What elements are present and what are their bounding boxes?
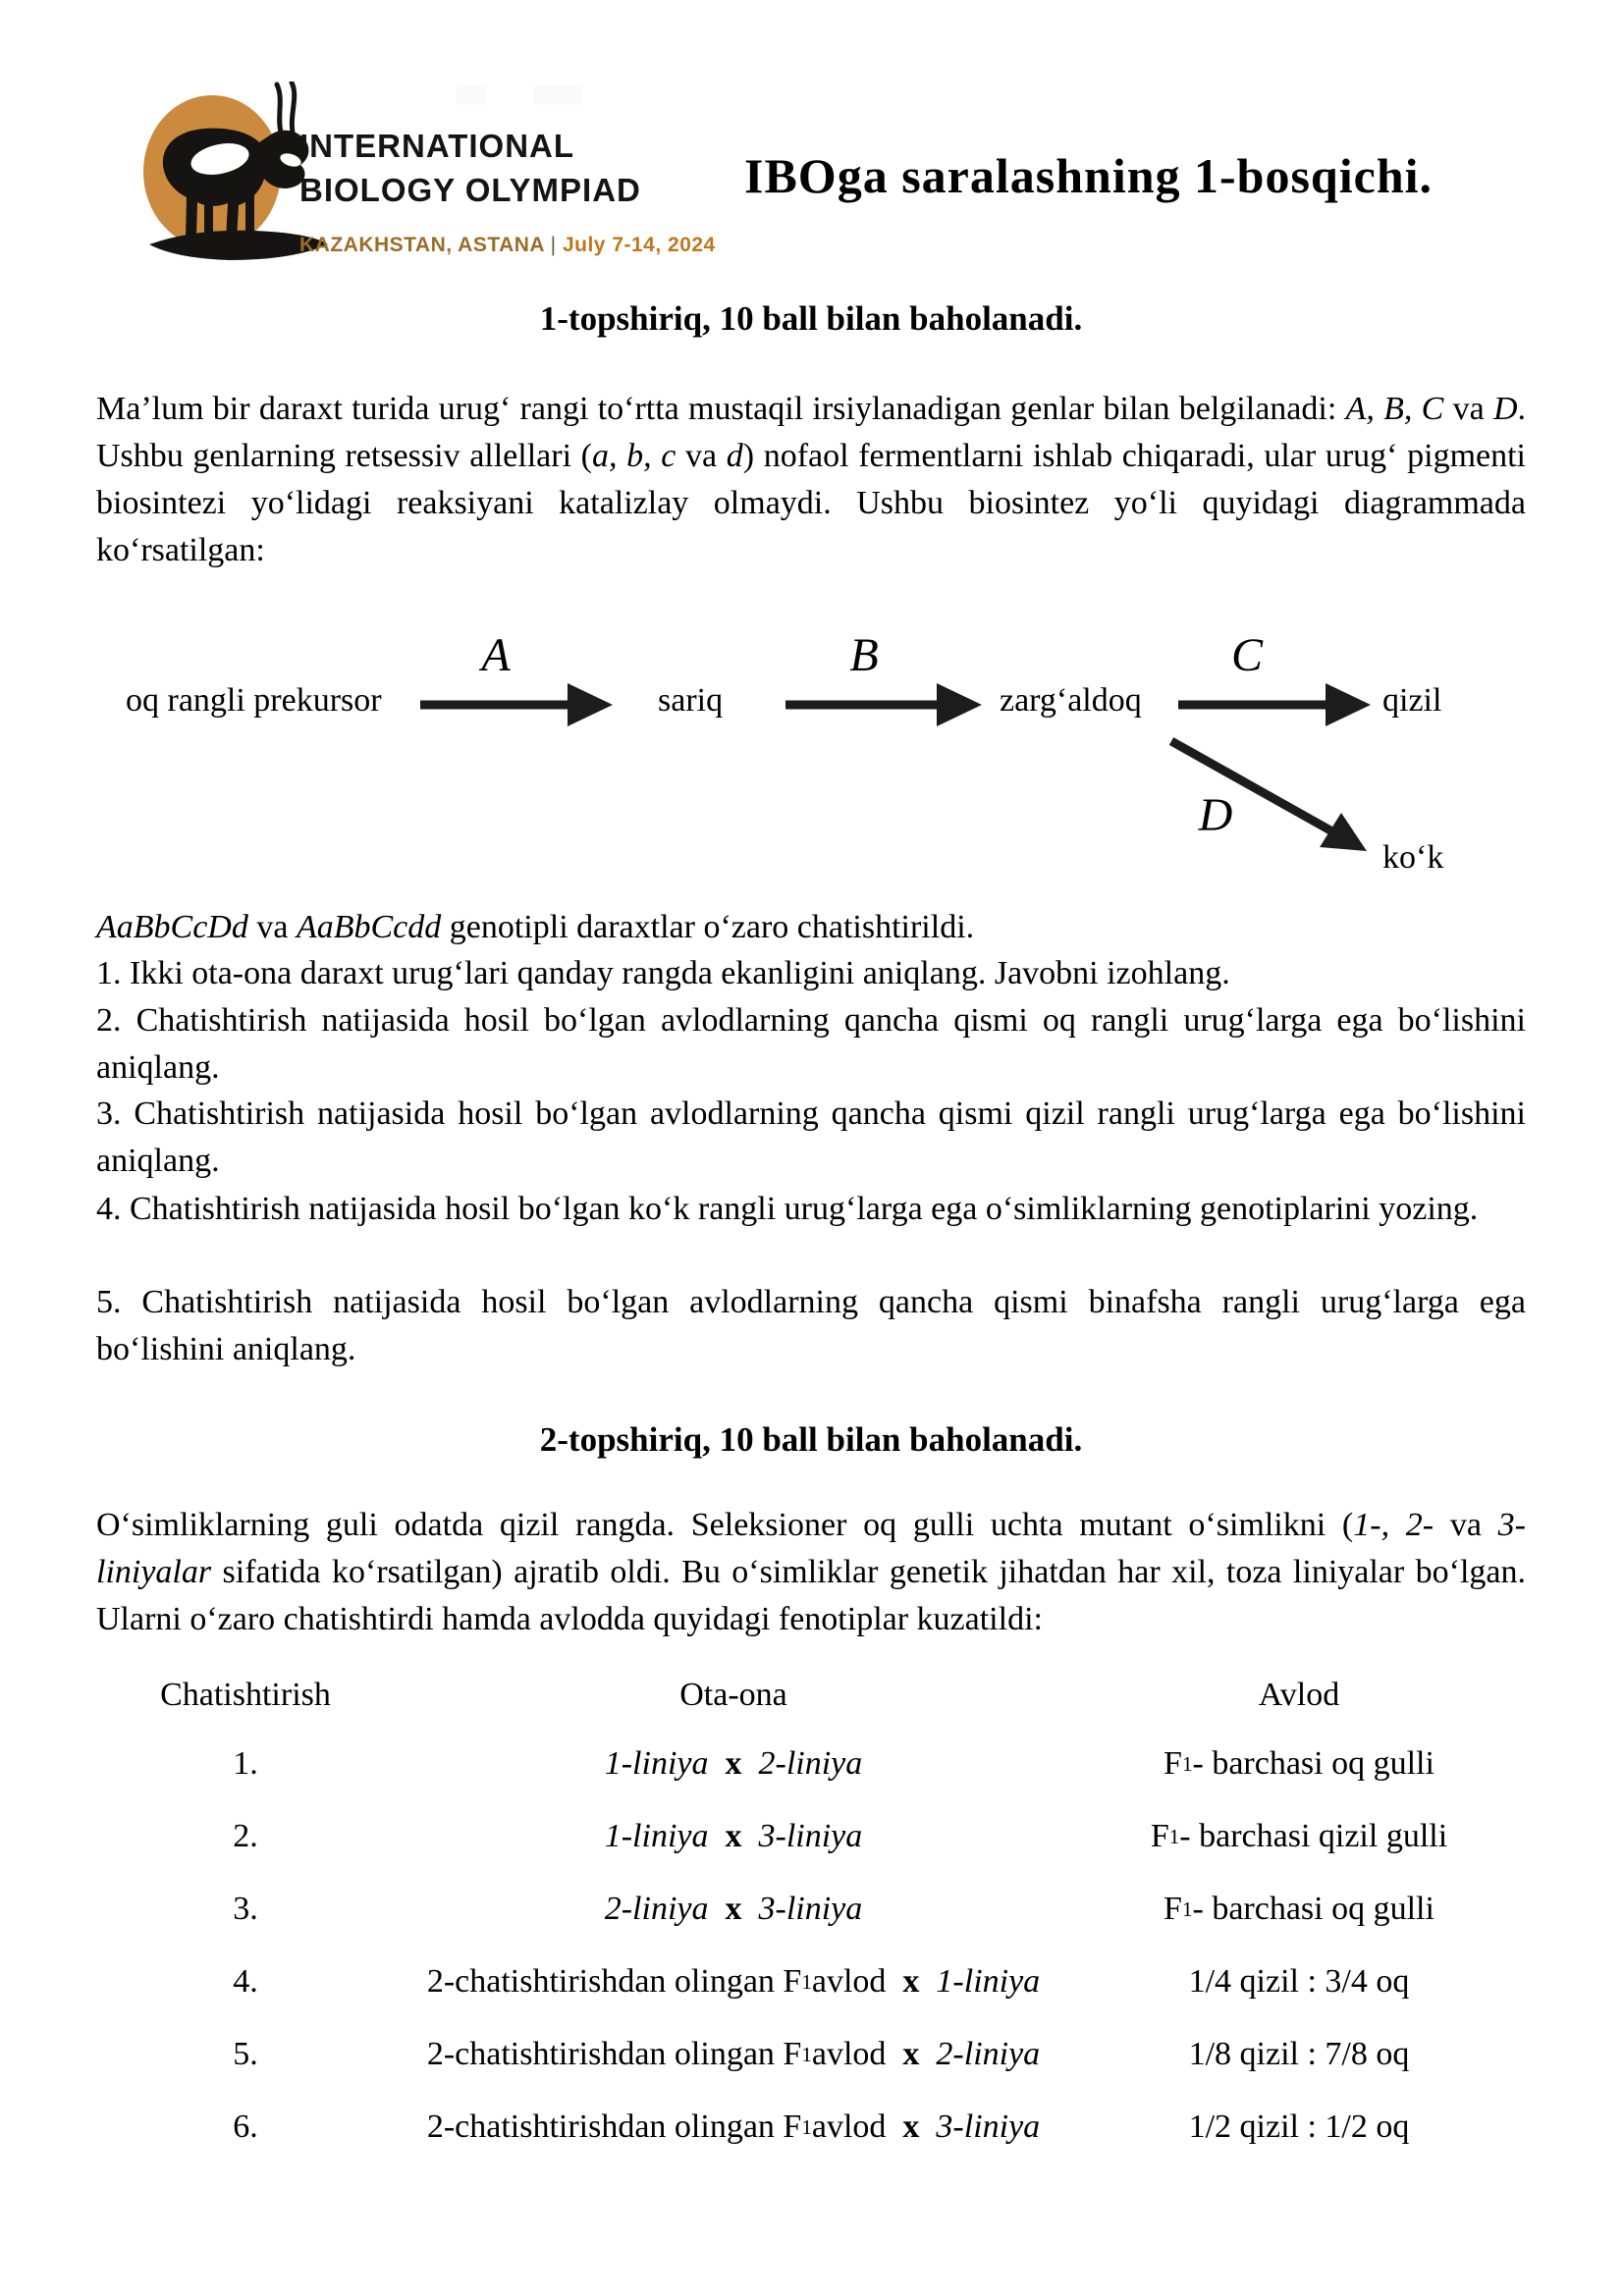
row-number: 4.	[233, 1963, 258, 2000]
question-1: 1. Ikki ota-ona daraxt urugʻlari qanday rangda ekanligini aniqlang. Javobni izohlang.	[96, 955, 1230, 991]
logo-line2: BIOLOGY OLYMPIAD	[299, 172, 641, 208]
row-offspring: 1/2 qizil : 1/2 oq	[1188, 2109, 1410, 2145]
logo-location: KAZAKHSTAN, ASTANA	[299, 234, 545, 256]
node-kok: koʻk	[1382, 839, 1444, 876]
row-parents: 1-liniya x 2-liniya	[604, 1745, 863, 1782]
row-offspring: F 1 - barchasi qizil gulli	[1150, 1818, 1448, 1854]
enzyme-label-a: A	[481, 629, 511, 681]
node-zargaldoq: zargʻaldoq	[1000, 682, 1142, 719]
logo-date: July 7-14, 2024	[562, 234, 716, 256]
page-title: IBOga saralashning 1-bosqichi.	[744, 148, 1434, 203]
row-number: 3.	[233, 1891, 258, 1927]
col-header-ota-ona: Ota-ona	[679, 1677, 787, 1713]
row-offspring: F 1 - barchasi oq gulli	[1164, 1891, 1435, 1927]
col-header-chatishtirish: Chatishtirish	[160, 1677, 331, 1713]
question-4: 4. Chatishtirish natijasida hosil boʻlgan koʻk rangli urugʻlarga ega oʻsimliklarning genotiplarini yozing.	[96, 1191, 1479, 1227]
row-offspring: 1/4 qizil : 3/4 oq	[1188, 1963, 1410, 2000]
row-number: 6.	[233, 2109, 258, 2145]
task2-intro: Oʻsimliklarning guli odatda qizil rangda. Seleksioner oq gulli uchta mutant oʻsimlikni (1-, 2- va 3-liniyalar sifatida koʻrsatilgan) ajratib oldi. Bu oʻsimliklar genetik jihatdan har xil, toza liniyalar boʻlgan. Ularni oʻzaro chatishtirdi hamda avlodda quyidagi fenotiplar kuzatildi:	[96, 1507, 1526, 1637]
task2-heading: 2-topshiriq, 10 ball bilan baholanadi.	[539, 1420, 1083, 1459]
row-number: 1.	[233, 1745, 258, 1782]
node-sariq: sariq	[658, 682, 724, 719]
row-number: 2.	[233, 1818, 258, 1854]
node-qizil: qizil	[1382, 682, 1442, 719]
logo-separator: |	[550, 234, 557, 256]
task1-intro: Maʼlum bir daraxt turida urugʻ rangi toʻrtta mustaqil irsiylanadigan genlar bilan belgilanadi: A, B, C va D. Ushbu genlarning retsessiv allellari (a, b, c va d) nofaol fermentlarni ishlab chiqaradi, ular urugʻ pigmenti biosintezi yoʻlidagi reaksiyani katalizlay olmaydi. Ushbu biosintez yoʻli quyidagi diagrammada koʻrsatilgan:	[96, 391, 1527, 568]
pathway-arrows	[0, 628, 1624, 893]
row-parents: 2-chatishtirishdan olingan F 1 avlod x 1-liniya	[426, 1963, 1041, 2000]
cross-statement: AaBbCcDd va AaBbCcdd genotipli daraxtlar oʻzaro chatishtirildi.	[96, 909, 975, 945]
row-offspring: F 1 - barchasi oq gulli	[1164, 1745, 1435, 1782]
enzyme-label-d: D	[1198, 789, 1233, 841]
logo-line1: INTERNATIONAL	[299, 128, 575, 164]
col-header-avlod: Avlod	[1258, 1677, 1340, 1713]
row-parents: 2-liniya x 3-liniya	[604, 1891, 863, 1927]
logo-subline	[299, 234, 716, 257]
enzyme-label-b: B	[849, 629, 879, 681]
question-2: 2. Chatishtirish natijasida hosil boʻlgan avlodlarning qancha qismi oq rangli urugʻlarga ega boʻlishini aniqlang.	[96, 1002, 1526, 1086]
question-3: 3. Chatishtirish natijasida hosil boʻlgan avlodlarning qancha qismi qizil rangli urugʻlarga ega boʻlishini aniqlang.	[96, 1095, 1526, 1179]
row-parents: 1-liniya x 3-liniya	[604, 1818, 863, 1854]
logo-wordmark	[299, 124, 641, 212]
crosses-table	[96, 1672, 1526, 2176]
row-number: 5.	[233, 2036, 258, 2072]
enzyme-label-c: C	[1230, 629, 1263, 681]
task1-heading: 1-topshiriq, 10 ball bilan baholanadi.	[539, 299, 1083, 338]
row-parents: 2-chatishtirishdan olingan F 1 avlod x 2-liniya	[426, 2036, 1041, 2072]
biosynthesis-pathway-diagram	[0, 628, 1624, 893]
node-precursor: oq rangli prekursor	[126, 682, 382, 719]
row-parents: 2-chatishtirishdan olingan F 1 avlod x 3-liniya	[426, 2109, 1041, 2145]
question-5: 5. Chatishtirish natijasida hosil boʻlgan avlodlarning qancha qismi binafsha rangli urugʻlarga ega boʻlishini aniqlang.	[96, 1284, 1526, 1367]
row-offspring: 1/8 qizil : 7/8 oq	[1188, 2036, 1410, 2072]
